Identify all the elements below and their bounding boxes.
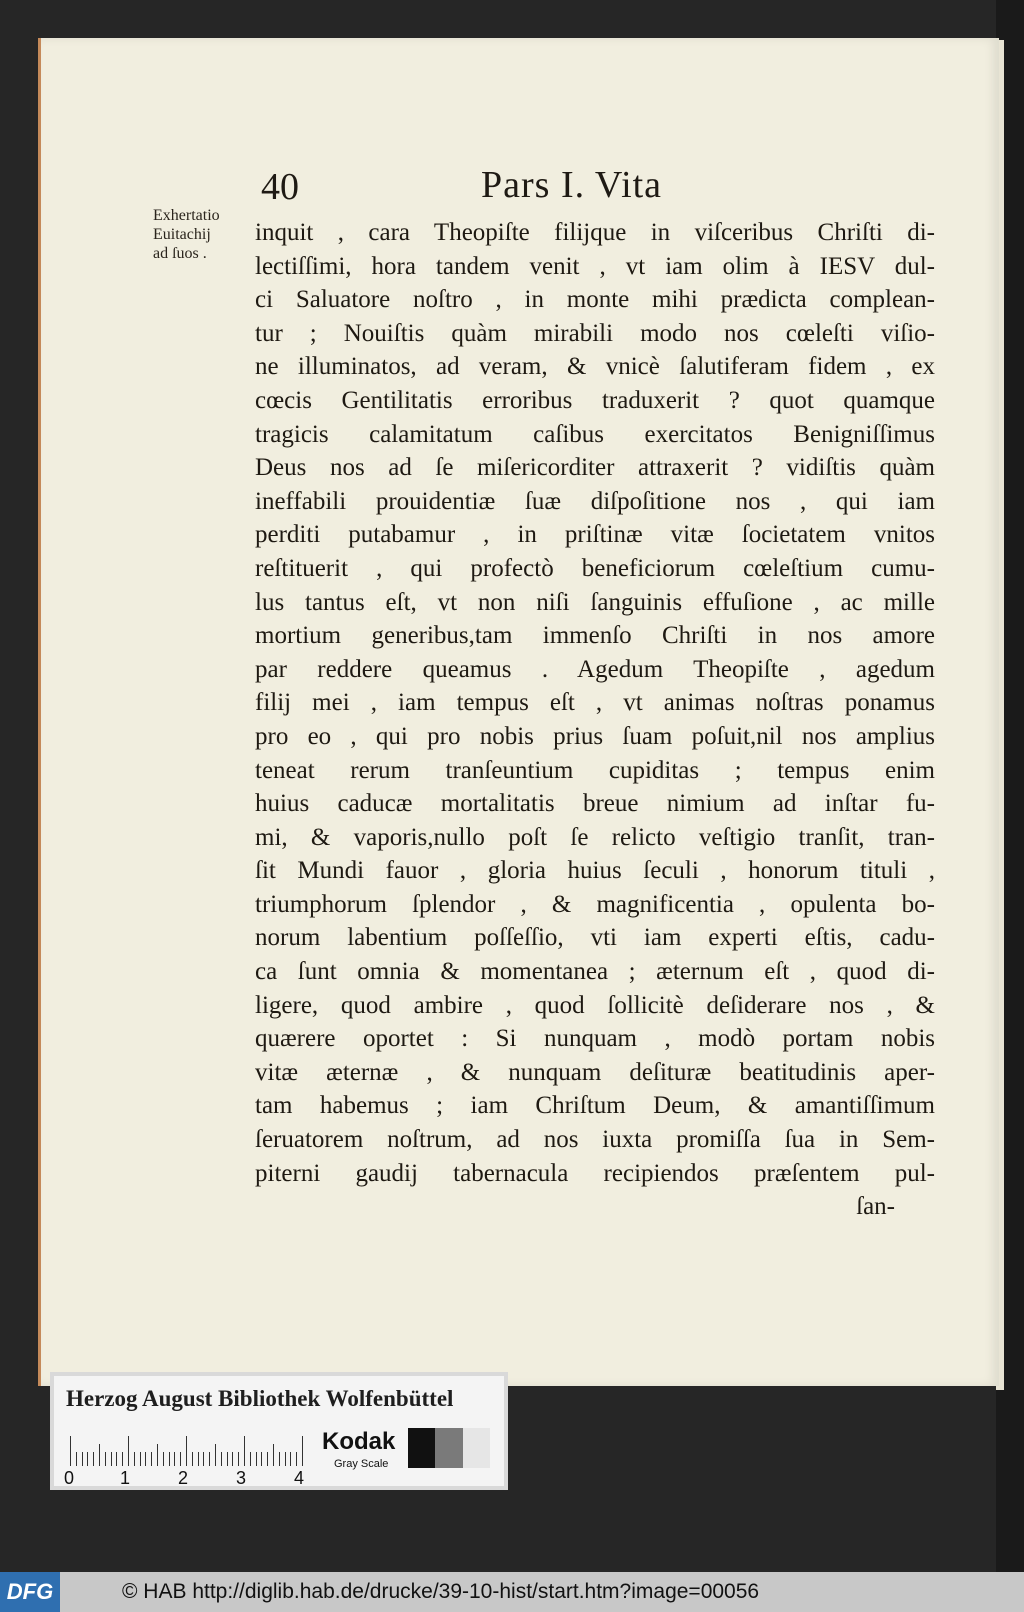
ruler-tick: [111, 1452, 112, 1466]
text-line: tam habemus ; iam Chriſtum Deum, & amantiſſimum: [255, 1092, 935, 1120]
ruler-number: 4: [294, 1468, 305, 1488]
ruler-tick: [238, 1452, 239, 1466]
text-line: Deus nos ad ſe miſericorditer attraxerit ? vidiſtis quàm: [255, 454, 935, 482]
swatch-gray: [435, 1428, 462, 1468]
footer-bar: [0, 1572, 1024, 1612]
ruler-tick: [186, 1436, 187, 1466]
text-line: quærere oportet : Si nunquam , modò portam nobis: [255, 1025, 935, 1053]
text-line: norum labentium poſſeſſio, vti iam experti eſtis, cadu-: [255, 924, 935, 952]
ruler-tick: [279, 1452, 280, 1466]
ruler-number: 2: [178, 1468, 189, 1488]
ruler-tick: [261, 1452, 262, 1466]
ruler: [70, 1432, 306, 1466]
text-line: tur ; Nouiſtis quàm mirabili modo nos cœleſti viſio-: [255, 319, 935, 347]
ruler-tick: [87, 1452, 88, 1466]
kodak-logo: Kodak: [322, 1428, 396, 1455]
ruler-tick: [198, 1452, 199, 1466]
margin-note-line: ad ſuos .: [153, 245, 207, 262]
ruler-tick: [227, 1452, 228, 1466]
text-line: tragicis calamitatum caſibus exercitatos Benigniſſimus: [255, 420, 935, 448]
ruler-tick: [82, 1452, 83, 1466]
ruler-tick: [296, 1452, 297, 1466]
text-line: huius caducæ mortalitatis breue nimium ad inſtar fu-: [255, 790, 935, 818]
text-line: piterni gaudij tabernacula recipiendos præſentem pul-: [255, 1159, 935, 1187]
ruler-tick: [221, 1452, 222, 1466]
copyright-url: © HAB http://diglib.hab.de/drucke/39-10-hist/start.htm?image=00056: [122, 1580, 760, 1603]
next-page-edge: [996, 0, 1024, 1572]
library-name: Herzog August Bibliothek Wolfenbüttel: [66, 1386, 454, 1411]
ruler-tick: [163, 1452, 164, 1466]
ruler-number: 1: [120, 1468, 131, 1488]
ruler-tick: [232, 1452, 233, 1466]
library-color-card: [50, 1372, 508, 1490]
body-text: [255, 216, 935, 1224]
text-line: triumphorum ſplendor , & magnificentia , opulenta bo-: [255, 890, 935, 918]
text-line: perditi putabamur , in priſtinæ vitæ ſocietatem vnitos: [255, 521, 935, 549]
text-line: ci Saluatore noſtro , in monte mihi prædicta complean-: [255, 286, 935, 314]
text-line: teneat rerum tranſeuntium cupiditas ; tempus enim: [255, 756, 935, 784]
ruler-tick: [174, 1452, 175, 1466]
text-line: ne illuminatos, ad veram, & vnicè ſalutiferam fidem , ex: [255, 353, 935, 381]
ruler-tick: [151, 1452, 152, 1466]
ruler-tick: [290, 1452, 291, 1466]
text-line: pro eo , qui pro nobis prius ſuam poſuit,nil nos amplius: [255, 722, 935, 750]
ruler-tick: [267, 1452, 268, 1466]
ruler-tick: [203, 1452, 204, 1466]
page-number: 40: [261, 166, 299, 208]
ruler-tick: [70, 1436, 71, 1466]
ruler-tick: [76, 1452, 77, 1466]
text-line: mortium generibus,tam immenſo Chriſti in nos amore: [255, 622, 935, 650]
ruler-tick: [273, 1444, 274, 1466]
ruler-tick: [157, 1444, 158, 1466]
text-line: mi, & vaporis,nullo poſt ſe relicto veſtigio tranſit, tran-: [255, 823, 935, 851]
ruler-tick: [128, 1436, 129, 1466]
running-head: Pars I. Vita: [481, 164, 663, 206]
ruler-tick: [244, 1436, 245, 1466]
ruler-tick: [192, 1452, 193, 1466]
ruler-tick: [105, 1452, 106, 1466]
text-line: ligere, quod ambire , quod ſollicitè deſiderare nos , &: [255, 991, 935, 1019]
text-line: ca ſunt omnia & momentanea ; æternum eſt , quod di-: [255, 958, 935, 986]
ruler-tick: [93, 1452, 94, 1466]
page-header: [41, 133, 999, 208]
ruler-tick: [215, 1444, 216, 1466]
swatch-black: [408, 1428, 435, 1468]
text-line: lus tantus eſt, vt non niſi ſanguinis effuſione , ac mille: [255, 588, 935, 616]
ruler-tick: [209, 1452, 210, 1466]
text-line: inquit , cara Theopiſte filijque in viſceribus Chriſti di-: [255, 219, 935, 246]
ruler-tick: [256, 1452, 257, 1466]
text-line: lectiſſimi, hora tandem venit , vt iam olim à IESV dul-: [255, 252, 935, 280]
margin-note-line: Euitachij: [153, 226, 211, 243]
ruler-tick: [99, 1444, 100, 1466]
ruler-tick: [180, 1452, 181, 1466]
margin-note: [153, 206, 263, 263]
text-line: ſit Mundi fauor , gloria huius ſeculi , honorum tituli ,: [255, 857, 935, 885]
dfg-logo: DFG: [0, 1572, 60, 1612]
swatch-white: [463, 1428, 490, 1468]
text-line: reſtituerit , qui profectò beneficiorum cœleſtium cumu-: [255, 554, 935, 582]
ruler-tick: [140, 1452, 141, 1466]
ruler-tick: [169, 1452, 170, 1466]
ruler-number: 0: [64, 1468, 75, 1488]
margin-note-line: Exhertatio: [153, 207, 220, 224]
ruler-tick: [134, 1452, 135, 1466]
gray-scale-label: Gray Scale: [334, 1458, 389, 1470]
ruler-tick: [145, 1452, 146, 1466]
catchword: ſan-: [856, 1193, 895, 1221]
book-page: [38, 38, 999, 1386]
ruler-tick: [116, 1452, 117, 1466]
text-line: filij mei , iam tempus eſt , vt animas noſtras ponamus: [255, 689, 935, 717]
ruler-numbers: [64, 1468, 324, 1488]
text-line: cœcis Gentilitatis erroribus traduxerit ? quot quamque: [255, 386, 935, 414]
ruler-tick: [285, 1452, 286, 1466]
gray-swatches: [408, 1428, 490, 1468]
text-line: par reddere queamus . Agedum Theopiſte , agedum: [255, 655, 935, 683]
ruler-tick: [302, 1436, 303, 1466]
ruler-tick: [122, 1452, 123, 1466]
text-line: ſeruatorem noſtrum, ad nos iuxta promiſſa ſua in Sem-: [255, 1126, 935, 1154]
ruler-number: 3: [236, 1468, 247, 1488]
ruler-tick: [250, 1452, 251, 1466]
text-line: vitæ æternæ , & nunquam deſituræ beatitudinis aper-: [255, 1058, 935, 1086]
text-line: ineffabili prouidentiæ ſuæ diſpoſitione nos , qui iam: [255, 487, 935, 515]
